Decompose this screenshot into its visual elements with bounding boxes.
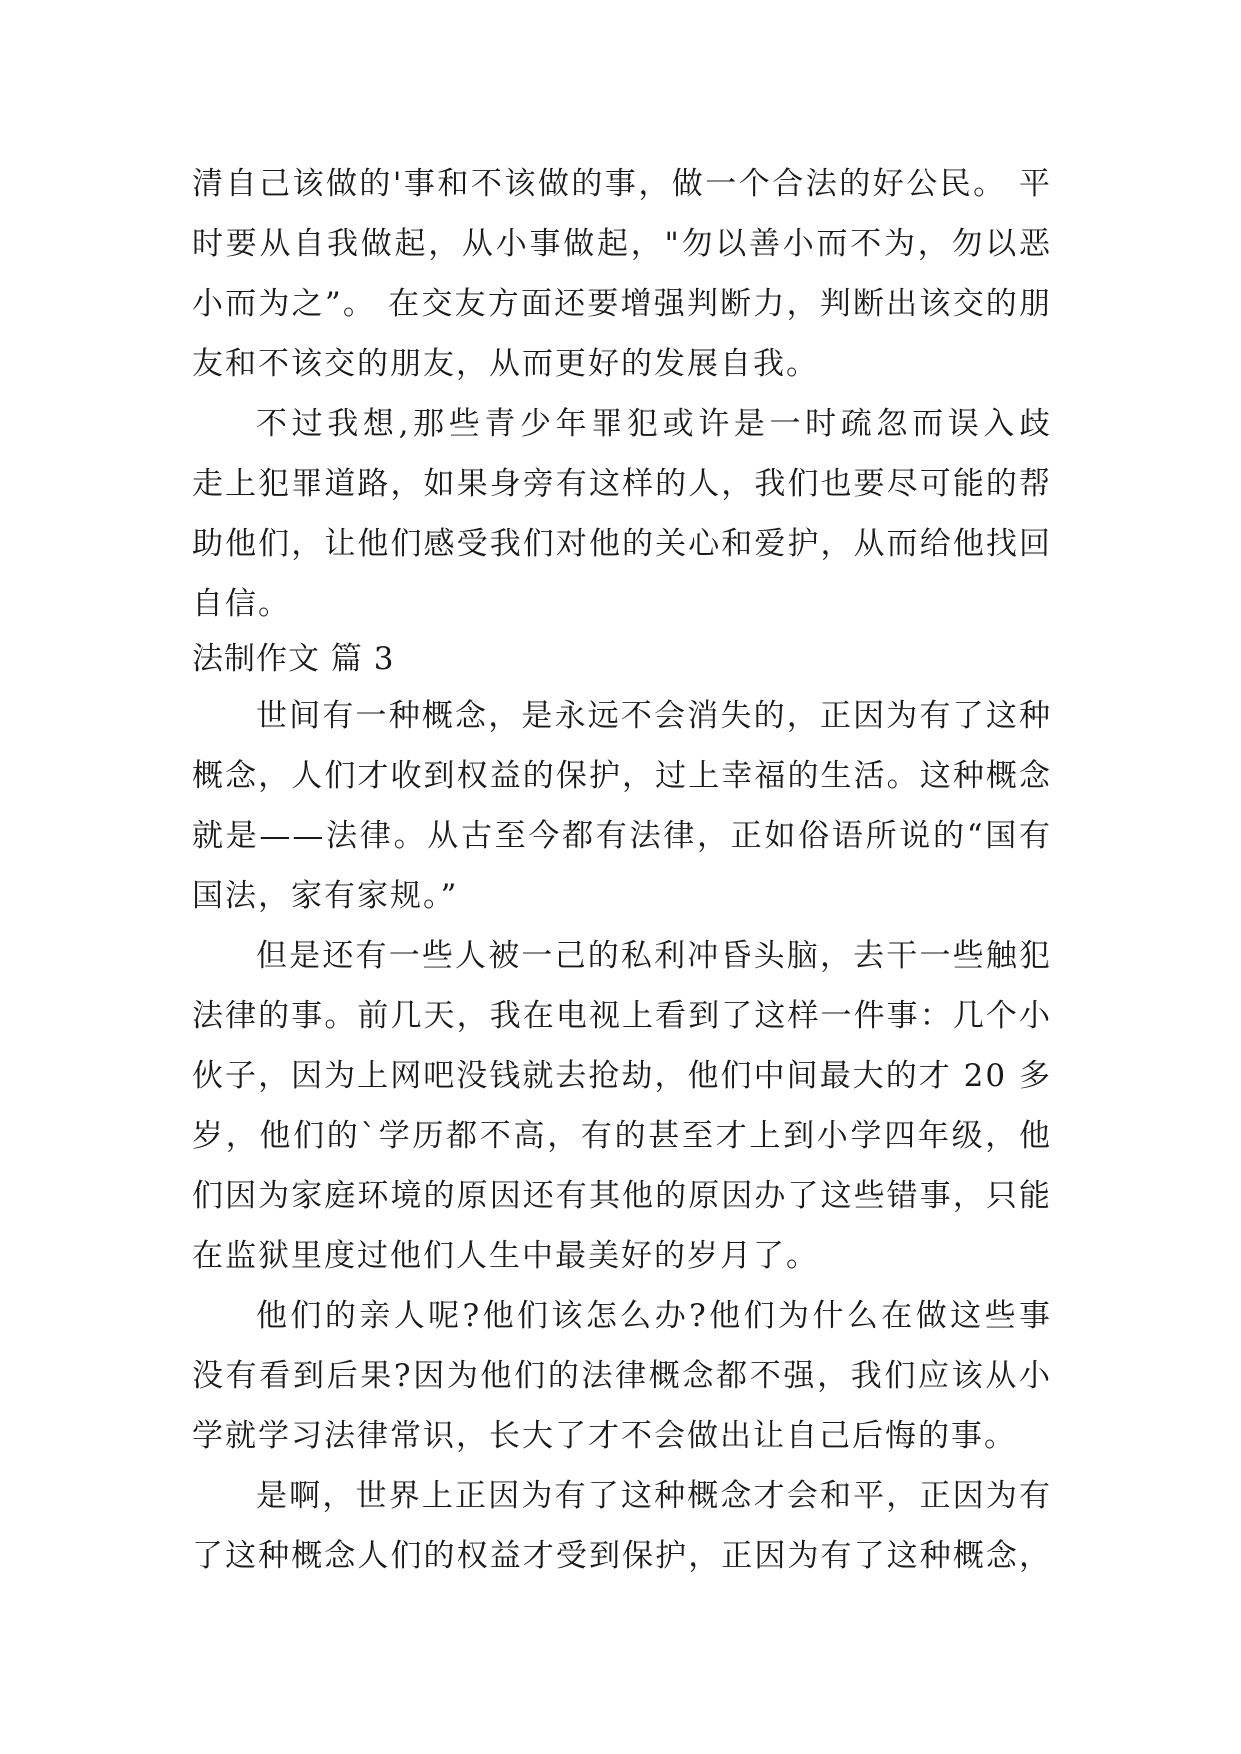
paragraph-first-line: 不过我想,那些青少年罪犯或许是一时疏忽而误入歧 xyxy=(256,406,1052,442)
text-line: 自信。 xyxy=(192,586,291,622)
text-line: 岁，他们的`学历都不高，有的甚至才上到小学四年级，他 xyxy=(192,1118,1052,1154)
text-line: 助他们，让他们感受我们对他的关心和爱护，从而给他找回 xyxy=(192,526,1052,562)
text-line: 小而为之”。 在交友方面还要增强判断力，判断出该交的朋 xyxy=(192,286,1052,322)
text-line: 清自己该做的'事和不该做的事，做一个合法的好公民。 平 xyxy=(192,166,1052,202)
text-line: 伙子，因为上网吧没钱就去抢劫，他们中间最大的才 20 多 xyxy=(192,1058,1052,1094)
text-line: 概念，人们才收到权益的保护，过上幸福的生活。这种概念 xyxy=(192,758,1052,794)
text-line: 走上犯罪道路，如果身旁有这样的人，我们也要尽可能的帮 xyxy=(192,466,1052,502)
text-line: 了这种概念人们的权益才受到保护，正因为有了这种概念， xyxy=(192,1538,1052,1574)
text-line: 友和不该交的朋友，从而更好的发展自我。 xyxy=(192,346,819,382)
text-line: 法律的事。前几天，我在电视上看到了这样一件事：几个小 xyxy=(192,998,1052,1034)
text-line: 们因为家庭环境的原因还有其他的原因办了这些错事，只能 xyxy=(192,1178,1052,1214)
text-line: 没有看到后果?因为他们的法律概念都不强，我们应该从小 xyxy=(192,1358,1052,1394)
paragraph-first-line: 是啊，世界上正因为有了这种概念才会和平，正因为有 xyxy=(256,1478,1052,1514)
text-line: 学就学习法律常识，长大了才不会做出让自己后悔的事。 xyxy=(192,1418,1017,1454)
text-line: 在监狱里度过他们人生中最美好的岁月了。 xyxy=(192,1238,819,1274)
text-line: 时要从自我做起，从小事做起，"勿以善小而不为，勿以恶 xyxy=(192,226,1052,262)
text-line: 国法，家有家规。” xyxy=(192,878,459,914)
text-line: 就是——法律。从古至今都有法律，正如俗语所说的“国有 xyxy=(192,818,1052,854)
section-heading: 法制作文 篇 3 xyxy=(192,641,395,677)
paragraph-first-line: 世间有一种概念，是永远不会消失的，正因为有了这种 xyxy=(256,698,1052,734)
paragraph-first-line: 但是还有一些人被一己的私利冲昏头脑，去干一些触犯 xyxy=(256,938,1052,974)
paragraph-first-line: 他们的亲人呢?他们该怎么办?他们为什么在做这些事 xyxy=(256,1298,1052,1334)
